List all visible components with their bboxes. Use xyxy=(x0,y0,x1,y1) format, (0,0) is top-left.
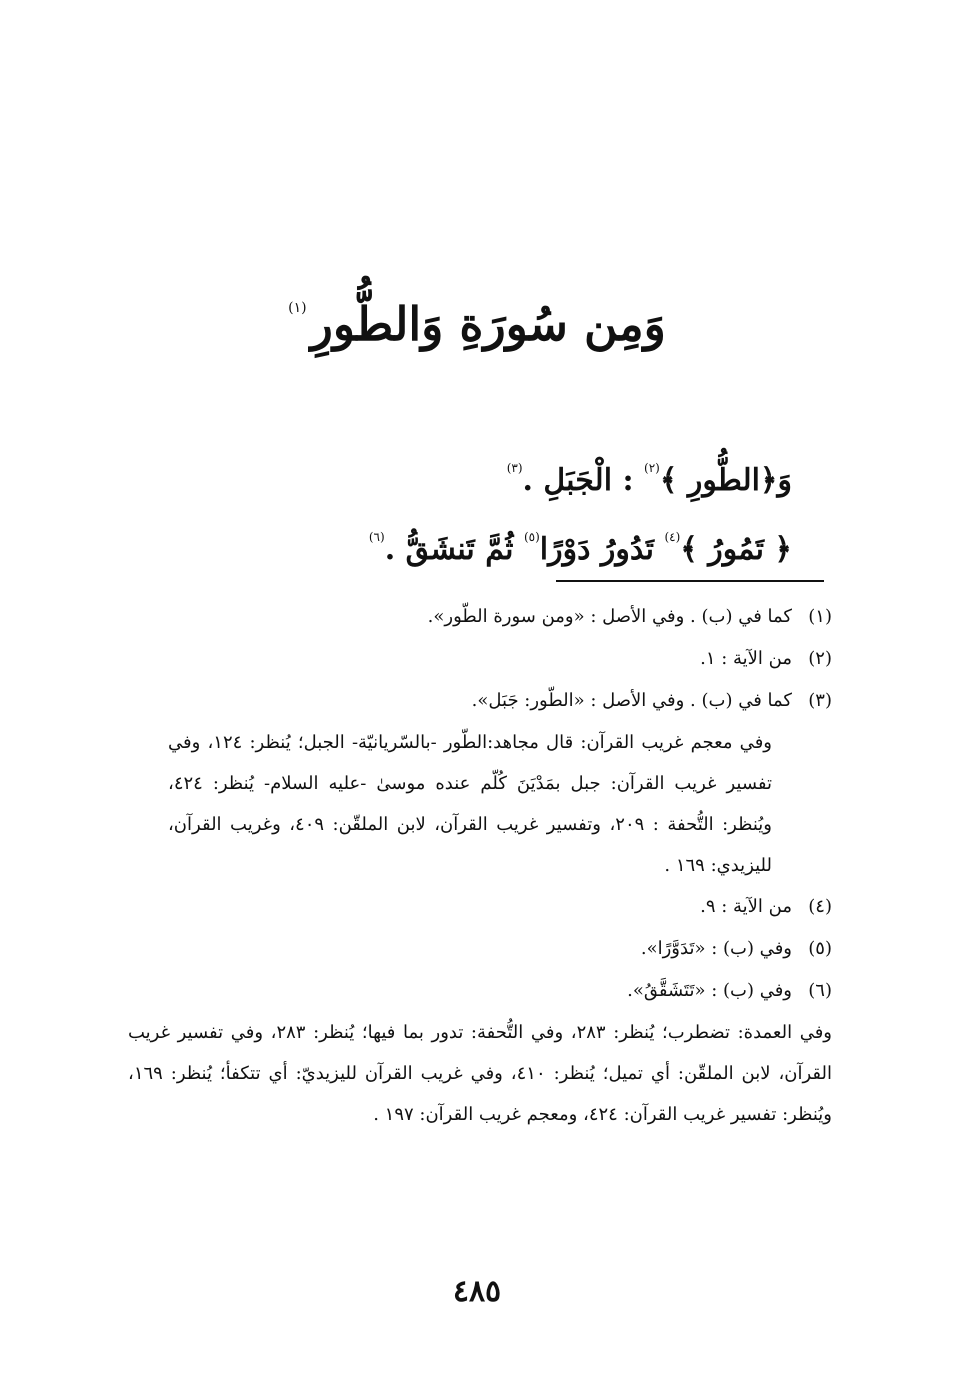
verse-text: تَدُورُ دَوْرًا xyxy=(539,532,665,567)
footnote xyxy=(112,638,832,680)
footnote-text: كما في (ب) . وفي الأصل : «ومن سورة الطّور». xyxy=(427,606,792,627)
verse-line xyxy=(132,440,792,509)
footnote-commentary: وفي العمدة: تضطرب؛ يُنظر: ٢٨٣، وفي التُّحفة: تدور بما فيها؛ يُنظر: ٢٨٣، وفي تفسير غريب القرآن، لابن الملقّن: أي تميل؛ يُنظر: ٤١٠، وفي غريب القرآن لليزيديّ: أي تتكفأ؛ يُنظر: ١٦٩، ويُنظر: تفسير غريب القرآن: ٤٢٤، ومعجم غريب القرآن: ١٩٧ . xyxy=(128,1022,833,1125)
footnote-commentary: وفي معجم غريب القرآن: قال مجاهد:الطّور -بالسّريانيّة- الجبل؛ يُنظر: ١٢٤، وفي تفسير غريب القرآن: جبل بمَدْيَنَ كُلّم عنده موسىٰ -عليه السلام- يُنظر: ٤٢٤، ويُنظر: التُّحفة : ٢٠٩، وتفسير غريب القرآن، لابن الملقّن: ٤٠٩، وغريب القرآن، لليزيدي: ١٦٩ . xyxy=(168,732,772,876)
footnote-number: (٥) xyxy=(808,938,832,959)
footnotes xyxy=(112,596,832,1135)
footnote xyxy=(112,970,832,1012)
footnote xyxy=(112,596,832,638)
verse-footnote-mark: (٦) xyxy=(368,530,385,544)
title-footnote-mark: (١) xyxy=(288,300,307,316)
footnote-text: كما في (ب) . وفي الأصل : «الطّور: جَبَل». xyxy=(471,690,792,711)
surah-title-text: وَمِن سُورَةِ وَالطُّورِ xyxy=(310,297,666,351)
footnote xyxy=(112,680,832,722)
footnote xyxy=(112,928,832,970)
footnote-text: من الآية : ٩. xyxy=(700,896,792,917)
page-number: ٤٨٥ xyxy=(452,1274,502,1309)
surah-title xyxy=(0,268,954,364)
footnote-text: من الآية : ١. xyxy=(700,648,792,669)
verse-text: : الْجَبَلِ . xyxy=(522,463,644,498)
footnote-separator xyxy=(556,580,824,582)
footnote-number: (٦) xyxy=(808,980,832,1001)
verse-text: وَ﴿الطُّورِ ﴾ xyxy=(659,463,792,498)
verse-text: ﴿ تَمُورُ ﴾ xyxy=(680,532,792,567)
footnote-text: وفي (ب) : «تَتَشَقَّقُ». xyxy=(627,980,792,1001)
footnote-number: (٢) xyxy=(808,648,832,669)
verse-footnote-mark: (٢) xyxy=(644,461,660,475)
verse-footnote-mark: (٥) xyxy=(523,530,540,544)
verse-line xyxy=(132,509,792,578)
footnote-number: (٣) xyxy=(808,690,832,711)
verse-footnote-mark: (٣) xyxy=(506,461,523,475)
verse-text: ثُمَّ تَنشَقُّ . xyxy=(384,532,524,567)
footnote-text: وفي (ب) : «تَدَوَّرًا». xyxy=(640,938,792,959)
footnote-number: (٤) xyxy=(808,896,832,917)
footnote-number: (١) xyxy=(808,606,832,627)
verse-footnote-mark: (٤) xyxy=(664,530,681,544)
verse-block xyxy=(132,440,792,578)
footnote xyxy=(112,886,832,928)
